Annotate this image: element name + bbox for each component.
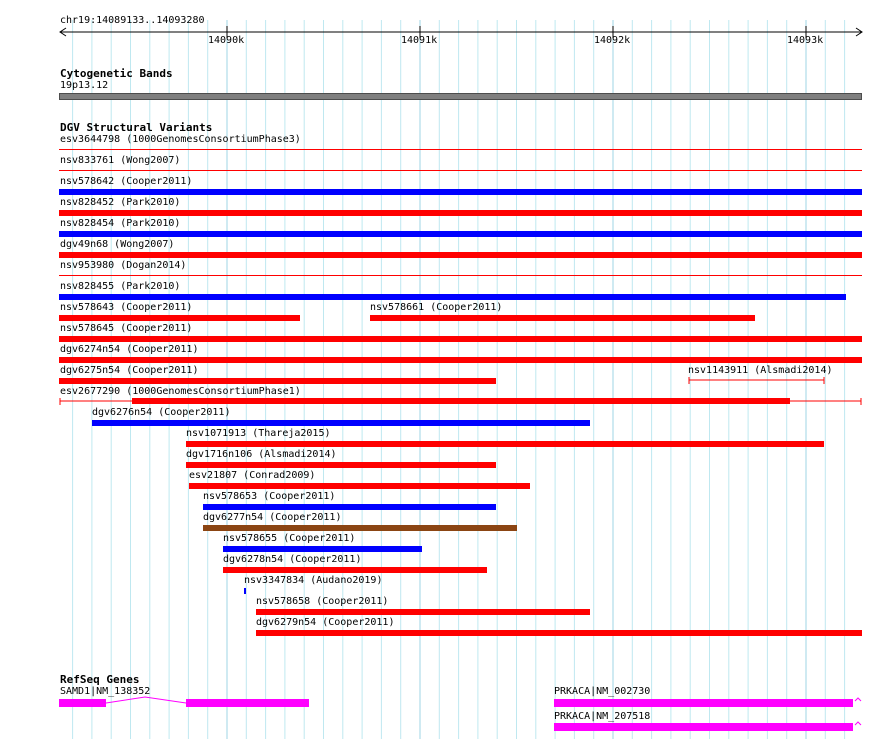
variant-label: esv2677290 (1000GenomesConsortiumPhase1) bbox=[60, 386, 301, 397]
variant-label: dgv6277n54 (Cooper2011) bbox=[203, 512, 342, 523]
dgv-track-title: DGV Structural Variants bbox=[60, 121, 213, 134]
ruler-axis[interactable] bbox=[0, 24, 890, 44]
variant-feature[interactable] bbox=[59, 378, 496, 384]
variant-label: nsv828455 (Park2010) bbox=[60, 281, 181, 292]
variant-feature[interactable] bbox=[59, 252, 862, 258]
gene-label: PRKACA|NM_002730 bbox=[554, 686, 651, 697]
variant-feature[interactable] bbox=[59, 231, 862, 237]
variant-label: nsv1071913 (Thareja2015) bbox=[186, 428, 331, 439]
variant-feature[interactable] bbox=[59, 336, 862, 342]
variant-feature[interactable] bbox=[370, 315, 755, 321]
tick-label-14090k: 14090k bbox=[208, 35, 245, 46]
variant-feature[interactable] bbox=[59, 315, 300, 321]
variant-label: dgv1716n106 (Alsmadi2014) bbox=[186, 449, 337, 460]
variant-label: dgv49n68 (Wong2007) bbox=[60, 239, 175, 250]
variant-feature[interactable] bbox=[59, 275, 862, 276]
variant-label: nsv578645 (Cooper2011) bbox=[60, 323, 193, 334]
variant-feature[interactable] bbox=[203, 525, 517, 531]
variant-feature[interactable] bbox=[189, 483, 530, 489]
tick-label-14093k: 14093k bbox=[787, 35, 824, 46]
variant-label: nsv953980 (Dogan2014) bbox=[60, 260, 187, 271]
variant-feature[interactable] bbox=[59, 357, 862, 363]
gene-label: SAMD1|NM_138352 bbox=[60, 686, 151, 697]
variant-label: nsv578642 (Cooper2011) bbox=[60, 176, 193, 187]
gene-feature[interactable] bbox=[552, 696, 864, 710]
cytoband-label: 19p13.12 bbox=[60, 80, 109, 91]
variant-label: nsv578655 (Cooper2011) bbox=[223, 533, 356, 544]
variant-feature[interactable] bbox=[59, 170, 862, 171]
gene-label: PRKACA|NM_207518 bbox=[554, 711, 651, 722]
refseq-track-title: RefSeq Genes bbox=[60, 673, 140, 686]
variant-label: nsv3347834 (Audano2019) bbox=[244, 575, 383, 586]
variant-label: nsv578653 (Cooper2011) bbox=[203, 491, 336, 502]
variant-label: nsv578643 (Cooper2011) bbox=[60, 302, 193, 313]
variant-feature[interactable] bbox=[223, 546, 422, 552]
region-label: chr19:14089133..14093280 bbox=[60, 15, 205, 26]
variant-feature[interactable] bbox=[186, 441, 824, 447]
variant-feature[interactable] bbox=[256, 630, 862, 636]
variant-label: nsv828452 (Park2010) bbox=[60, 197, 181, 208]
variant-feature[interactable] bbox=[59, 294, 846, 300]
variant-feature[interactable] bbox=[244, 588, 246, 594]
variant-feature[interactable] bbox=[59, 210, 862, 216]
variant-feature[interactable] bbox=[59, 149, 862, 150]
variant-feature[interactable] bbox=[256, 609, 590, 615]
variant-feature[interactable] bbox=[186, 462, 496, 468]
gene-feature[interactable] bbox=[552, 720, 864, 734]
variant-label: dgv6275n54 (Cooper2011) bbox=[60, 365, 199, 376]
variant-label: nsv578658 (Cooper2011) bbox=[256, 596, 389, 607]
variant-label: esv21807 (Conrad2009) bbox=[189, 470, 316, 481]
variant-label: nsv833761 (Wong2007) bbox=[60, 155, 181, 166]
variant-feature[interactable] bbox=[686, 376, 828, 386]
gene-feature[interactable] bbox=[58, 696, 312, 710]
variant-feature[interactable] bbox=[59, 189, 862, 195]
tick-label-14091k: 14091k bbox=[401, 35, 438, 46]
cytoband-bar[interactable] bbox=[59, 93, 862, 100]
variant-label: nsv1143911 (Alsmadi2014) bbox=[688, 365, 833, 376]
cytoband-track-title: Cytogenetic Bands bbox=[60, 67, 173, 80]
variant-label: dgv6278n54 (Cooper2011) bbox=[223, 554, 362, 565]
tick-label-14092k: 14092k bbox=[594, 35, 631, 46]
variant-label: esv3644798 (1000GenomesConsortiumPhase3) bbox=[60, 134, 301, 145]
variant-label: nsv828454 (Park2010) bbox=[60, 218, 181, 229]
variant-feature[interactable] bbox=[92, 420, 590, 426]
variant-label: dgv6276n54 (Cooper2011) bbox=[92, 407, 231, 418]
variant-feature[interactable] bbox=[203, 504, 496, 510]
variant-label: dgv6274n54 (Cooper2011) bbox=[60, 344, 199, 355]
variant-label: dgv6279n54 (Cooper2011) bbox=[256, 617, 395, 628]
variant-feature[interactable] bbox=[223, 567, 487, 573]
variant-label: nsv578661 (Cooper2011) bbox=[370, 302, 503, 313]
